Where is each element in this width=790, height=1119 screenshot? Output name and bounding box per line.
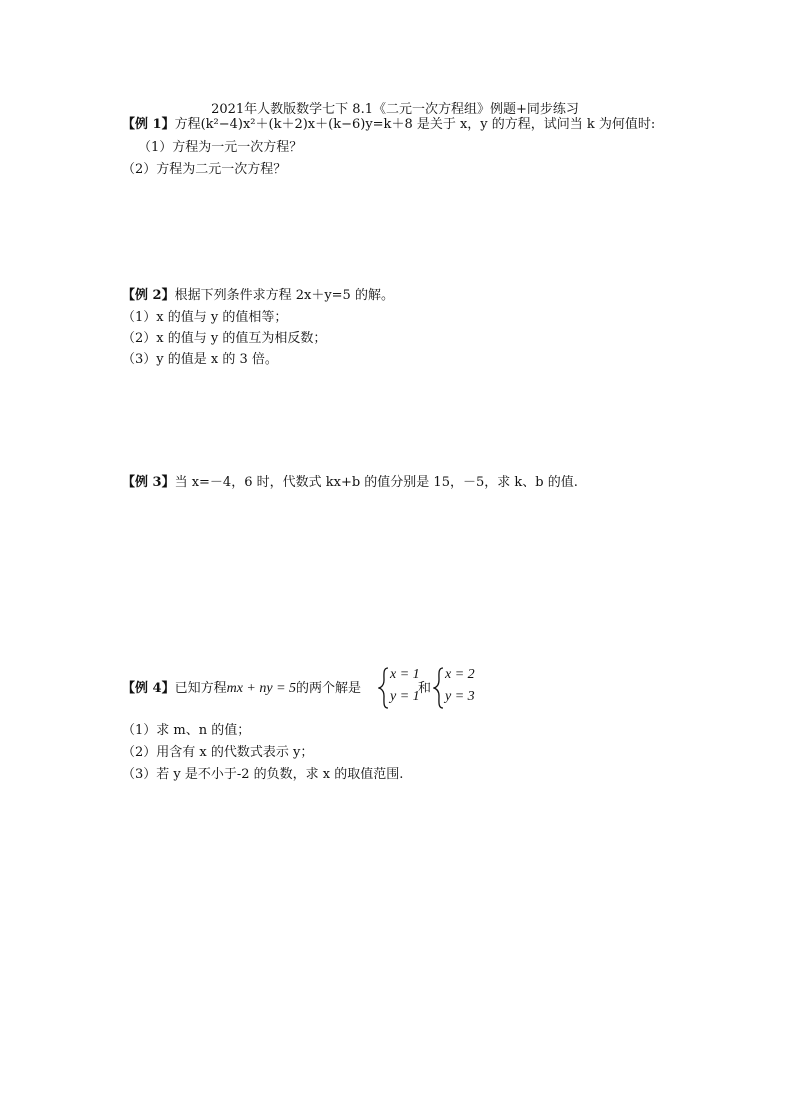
example-1 (122, 116, 655, 134)
solution-system-1 (378, 666, 418, 710)
example-1-text: 方程(k²−4)x²＋(k＋2)x＋(k−6)y=k＋8 是关于 x，y 的方程，试问当 k 为何值时: (174, 117, 656, 132)
example-2-question-1: （1）x 的值与 y 的值相等； (122, 310, 288, 325)
example-2 (122, 287, 394, 305)
example-4-connector: 和 (418, 681, 432, 696)
page-title: 2021年人教版数学七下 8.1《二元一次方程组》例题+同步练习 (211, 102, 579, 117)
example-4-text-middle: 的两个解是 (296, 681, 362, 696)
example-2-text: 根据下列条件求方程 2x＋y=5 的解。 (174, 288, 394, 303)
example-2-label: 【例 2】 (122, 288, 175, 303)
example-3 (122, 474, 578, 492)
example-3-label: 【例 3】 (122, 475, 175, 490)
example-3-text: 当 x=－4，6 时，代数式 kx+b 的值分别是 15，－5，求 k、b 的值. (174, 475, 578, 490)
example-2-question-3: （3）y 的值是 x 的 3 倍。 (122, 352, 278, 367)
solution-1-x: x = 1 (390, 667, 420, 682)
example-2-question-2: （2）x 的值与 y 的值互为相反数； (122, 331, 327, 346)
left-brace-icon (378, 666, 390, 710)
example-1-label: 【例 1】 (122, 117, 175, 132)
solution-system-2 (433, 666, 477, 710)
example-4 (122, 680, 361, 698)
solution-2-x: x = 2 (445, 667, 475, 682)
example-4-label: 【例 4】 (122, 681, 175, 696)
left-brace-icon (433, 666, 445, 710)
solution-2-y: y = 3 (445, 689, 475, 704)
example-4-text-before: 已知方程 (174, 681, 227, 696)
example-1-question-1: （1）方程为一元一次方程？ (138, 140, 303, 155)
example-4-question-3: （3）若 y 是不小于-2 的负数，求 x 的取值范围. (122, 767, 404, 782)
example-4-equation: mx + ny = 5 (226, 681, 297, 696)
example-4-question-1: （1）求 m、n 的值； (122, 723, 251, 738)
example-4-question-2: （2）用含有 x 的代数式表示 y； (122, 745, 314, 760)
example-1-question-2: （2）方程为二元一次方程？ (122, 162, 287, 177)
solution-1-y: y = 1 (390, 689, 420, 704)
